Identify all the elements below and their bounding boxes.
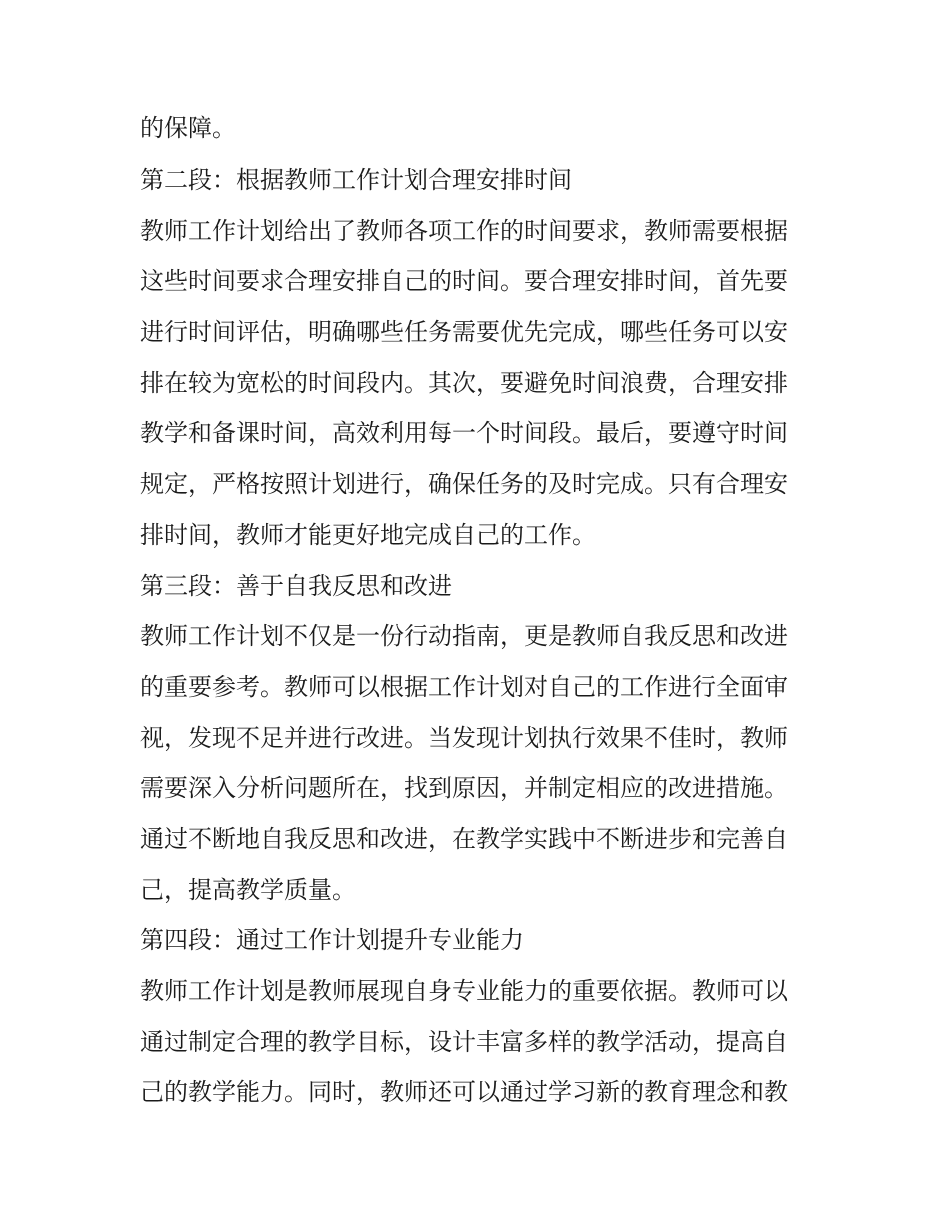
text-line: 需要深入分析问题所在，找到原因，并制定相应的改进措施。: [140, 774, 788, 802]
text-line: 教师工作计划是教师展现自身专业能力的重要依据。教师可以: [140, 977, 788, 1005]
text-line: 教师工作计划不仅是一份行动指南，更是教师自我反思和改进: [140, 622, 788, 650]
section-heading: 第二段：根据教师工作计划合理安排时间: [140, 166, 572, 194]
text-line: 通过不断地自我反思和改进，在教学实践中不断进步和完善自: [140, 825, 788, 853]
text-line: 这些时间要求合理安排自己的时间。要合理安排时间，首先要: [140, 267, 788, 295]
text-line: 进行时间评估，明确哪些任务需要优先完成，哪些任务可以安: [140, 318, 788, 346]
text-line: 规定，严格按照计划进行，确保任务的及时完成。只有合理安: [140, 470, 788, 498]
text-line: 己的教学能力。同时，教师还可以通过学习新的教育理念和教: [140, 1078, 788, 1106]
text-line: 的重要参考。教师可以根据工作计划对自己的工作进行全面审: [140, 673, 788, 701]
text-line: 教师工作计划给出了教师各项工作的时间要求，教师需要根据: [140, 217, 788, 245]
text-line: 视，发现不足并进行改进。当发现计划执行效果不佳时，教师: [140, 724, 788, 752]
text-line: 己，提高教学质量。: [140, 876, 356, 904]
text-line: 排时间，教师才能更好地完成自己的工作。: [140, 521, 596, 549]
section-heading: 第四段：通过工作计划提升专业能力: [140, 926, 524, 954]
text-line: 排在较为宽松的时间段内。其次，要避免时间浪费，合理安排: [140, 369, 788, 397]
text-line: 的保障。: [140, 114, 236, 142]
text-line: 教学和备课时间，高效利用每一个时间段。最后，要遵守时间: [140, 419, 788, 447]
text-line: 通过制定合理的教学目标，设计丰富多样的教学活动，提高自: [140, 1028, 788, 1056]
section-heading: 第三段：善于自我反思和改进: [140, 572, 452, 600]
